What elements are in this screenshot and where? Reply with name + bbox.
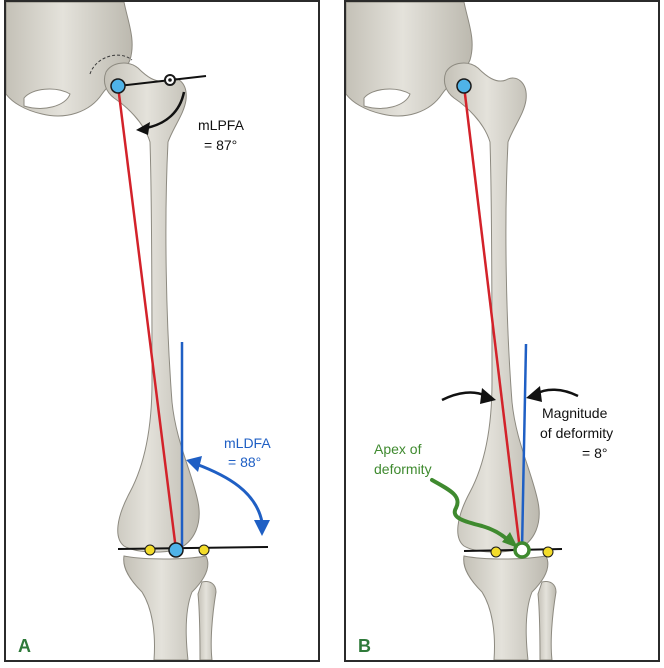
mldfa-arrowhead-bottom: [254, 520, 270, 536]
magnitude-arrow-left: [442, 393, 486, 400]
panel-b-illustration: [346, 2, 658, 660]
greater-trochanter-dot: [168, 78, 172, 82]
apex-label-line2: deformity: [374, 461, 432, 477]
apex-label-line1: Apex of: [374, 441, 422, 457]
magnitude-arrowhead-right: [526, 386, 542, 402]
magnitude-value: = 8°: [582, 445, 608, 461]
knee-marker-right: [543, 547, 553, 557]
mldfa-value: = 88°: [228, 454, 262, 470]
magnitude-arrow-right: [536, 390, 578, 396]
mlpfa-value: = 87°: [204, 137, 238, 153]
mldfa-arc-arrow: [196, 464, 262, 522]
knee-marker-left: [145, 545, 155, 555]
magnitude-label-line1: Magnitude: [542, 405, 608, 421]
panel-letter-a: A: [18, 636, 31, 656]
fibula: [538, 581, 556, 660]
femoral-head-center: [457, 79, 471, 93]
panel-letter-b: B: [358, 636, 371, 656]
knee-marker-right: [199, 545, 209, 555]
knee-marker-left: [491, 547, 501, 557]
panel-a: [4, 0, 320, 662]
apex-of-deformity-marker: [515, 543, 529, 557]
magnitude-label-line2: of deformity: [540, 425, 614, 441]
tibia: [464, 556, 548, 660]
mldfa-label: mLDFA: [224, 435, 271, 451]
panel-a-illustration: [6, 2, 318, 660]
mlpfa-label: mLPFA: [198, 117, 244, 133]
tibia: [124, 556, 208, 660]
femur: [104, 63, 199, 552]
knee-center: [169, 543, 183, 557]
fibula: [198, 581, 216, 660]
panel-b: [344, 0, 660, 662]
femoral-head-center: [111, 79, 125, 93]
